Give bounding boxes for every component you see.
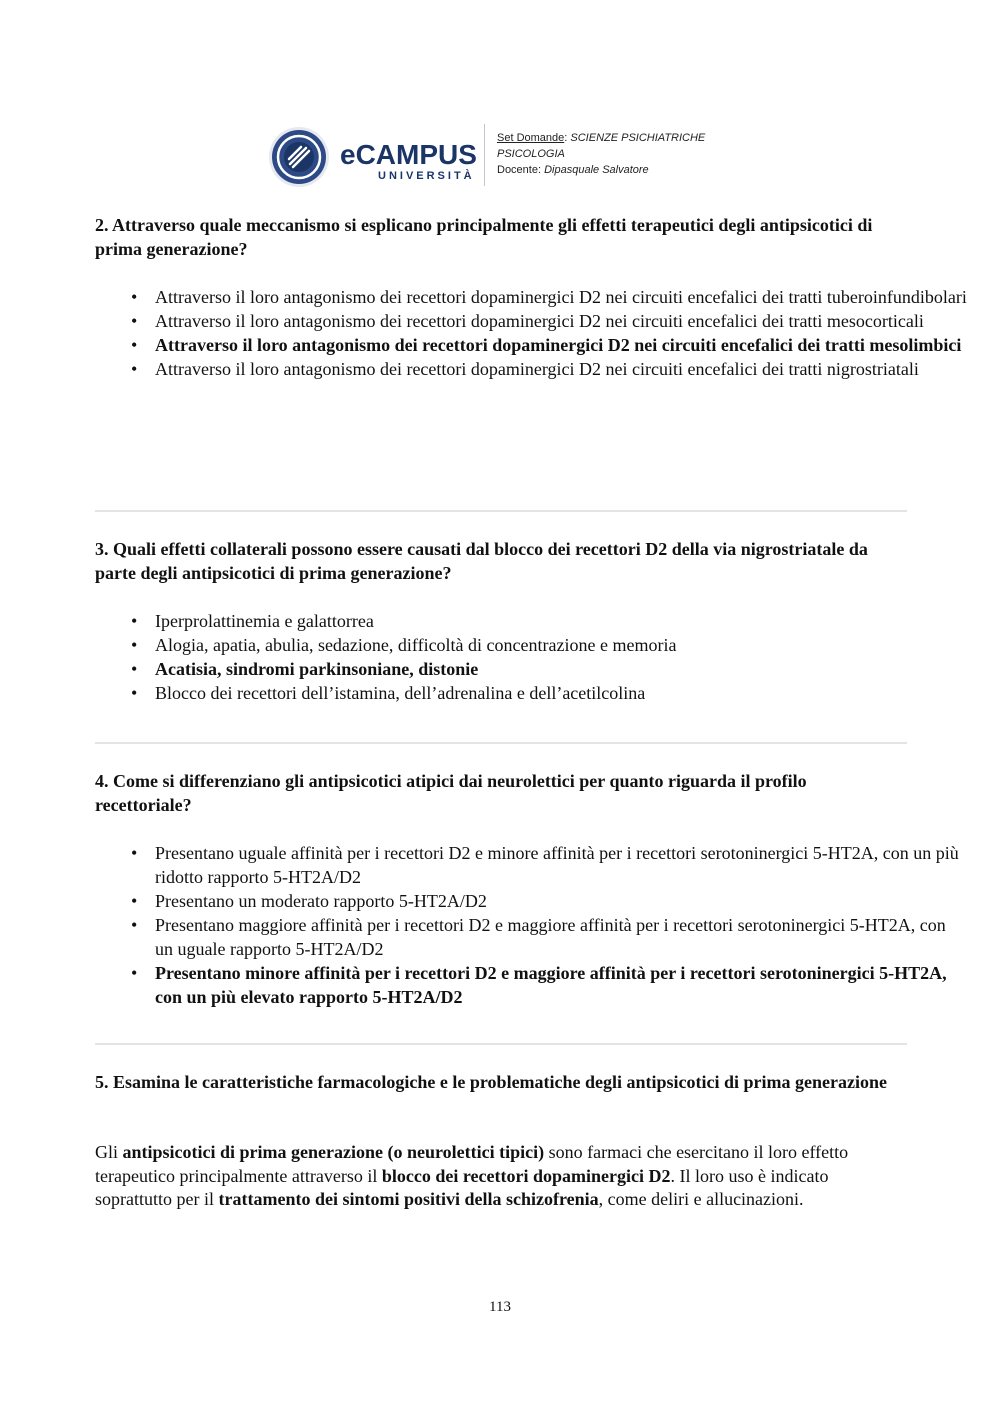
answer-text: Gli <box>95 1142 123 1162</box>
page-number: 113 <box>489 1299 511 1315</box>
answer-text: . Il loro uso è indicato soprattutto per il <box>95 1165 829 1209</box>
answer-option: • Attraverso il loro antagonismo dei recettori dopaminergici D2 nei circuiti encefalici dei tratti tuberoinfundibolari <box>155 285 967 309</box>
answer-emphasis: blocco dei recettori dopaminergici D2 <box>381 1165 671 1186</box>
header-divider <box>484 124 485 186</box>
answer-option: • Attraverso il loro antagonismo dei recettori dopaminergici D2 nei circuiti encefalici dei tratti mesocorticali <box>155 309 967 333</box>
teacher-label: Docente <box>497 164 538 176</box>
answer-paragraph <box>95 1141 907 1212</box>
answer-option: • Alogia, apatia, abulia, sedazione, difficoltà di concentrazione e memoria <box>155 633 967 657</box>
question-title: 5. Esamina le caratteristiche farmacologiche e le problematiche degli antipsicotici di prima generazione <box>95 1072 888 1092</box>
answer-emphasis: trattamento dei sintomi positivi della schizofrenia <box>218 1189 599 1209</box>
document-header <box>268 124 728 190</box>
answer-option-correct: • Attraverso il loro antagonismo dei recettori dopaminergici D2 nei circuiti encefalici dei tratti mesolimbici <box>155 333 967 357</box>
answer-option: • Attraverso il loro antagonismo dei recettori dopaminergici D2 nei circuiti encefalici dei tratti nigrostriatali <box>155 357 967 381</box>
set-value: SCIENZE PSICHIATRICHE <box>570 132 706 144</box>
answer-emphasis: antipsicotici di prima generazione (o neurolettici tipici) <box>122 1142 545 1162</box>
answer-text: , come deliri e allucinazioni. <box>598 1189 804 1209</box>
answer-option: • Blocco dei recettori dell’istamina, dell’adrenalina e dell’acetilcolina <box>155 681 967 705</box>
ecampus-emblem-icon <box>268 126 330 188</box>
section-divider <box>95 510 907 512</box>
answer-options <box>95 285 967 381</box>
set-value-line2: PSICOLOGIA <box>497 148 565 160</box>
answer-option-correct: • Acatisia, sindromi parkinsoniane, distonie <box>155 657 967 681</box>
logo-subtitle: UNIVERSITÀ <box>378 170 475 182</box>
set-label: Set Domande <box>497 132 565 144</box>
answer-option: • Presentano un moderato rapporto 5-HT2A/D2 <box>155 889 967 913</box>
section-divider <box>95 1043 907 1045</box>
answer-text: sono farmaci che esercitano il loro effetto terapeutico principalmente attraverso il <box>95 1142 849 1186</box>
course-info: Set Domande: SCIENZE PSICHIATRICHE PSICOLOGIA Docente: Dipasquale Salvatore <box>497 132 706 176</box>
question-title: 3. Quali effetti collaterali possono essere causati dal blocco dei recettori D2 della via nigrostriatale da parte degli antipsicotici di prima generazione? <box>95 539 868 583</box>
section-divider <box>95 742 907 744</box>
answer-options <box>95 841 967 1009</box>
answer-option: • Presentano maggiore affinità per i recettori D2 e maggiore affinità per i recettori serotoninergici 5-HT2A, con un uguale rapporto 5-HT2A/D2 <box>155 913 967 961</box>
teacher-value: Dipasquale Salvatore <box>544 164 649 176</box>
answer-options <box>95 609 967 705</box>
logo-wordmark: eCAMPUS <box>340 139 477 170</box>
question-title: 2. Attraverso quale meccanismo si esplicano principalmente gli effetti terapeutici degli antipsicotici di prima generazione? <box>95 215 873 259</box>
answer-option-correct: • Presentano minore affinità per i recettori D2 e maggiore affinità per i recettori serotoninergici 5-HT2A, con un più elevato rapporto 5-HT2A/D2 <box>155 961 967 1009</box>
question-title: 4. Come si differenziano gli antipsicotici atipici dai neurolettici per quanto riguarda il profilo recettoriale? <box>95 771 807 815</box>
answer-option: • Presentano uguale affinità per i recettori D2 e minore affinità per i recettori serotoninergici 5-HT2A, con un più ridotto rapporto 5-HT2A/D2 <box>155 841 967 889</box>
answer-option: • Iperprolattinemia e galattorrea <box>155 609 967 633</box>
